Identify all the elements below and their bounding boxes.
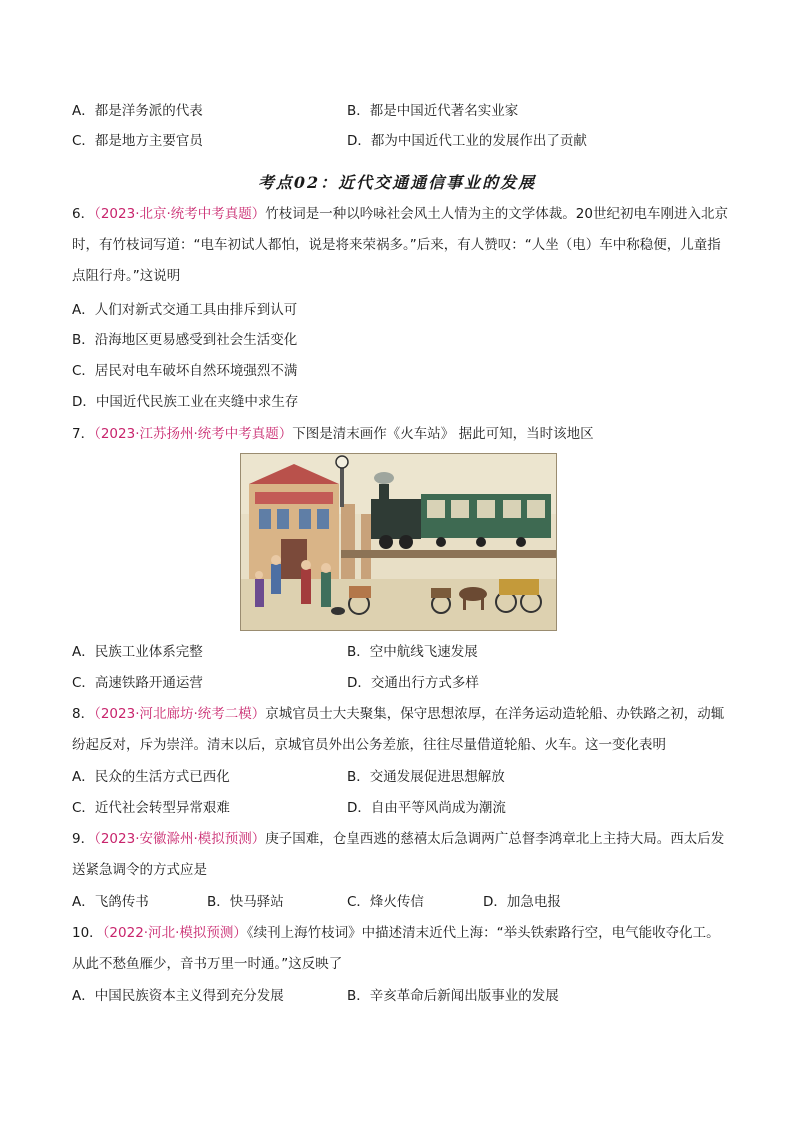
train-station-painting — [240, 453, 557, 631]
option-a: A．中国民族资本主义得到充分发展 — [72, 988, 284, 1004]
question-stem: 竹枝词是一种以吟咏社会风土人情为主的文学体裁。20世纪初电车刚进入北京时，有竹枝词写道：“电车初试人都怕，说是将来荣祸多。”后来，有人赞叹：“人坐（电）车中称稳便，儿童指点阻行舟。”这说明 — [72, 206, 728, 284]
question-number: 9． — [72, 831, 95, 847]
question-number: 8． — [72, 706, 95, 722]
question-stem: 《续刊上海竹枝词》中描述清末近代上海：“举头铁索路行空，电气能收夺化工。从此不愁鱼雁少，音书万里一时通。”这反映了 — [72, 925, 720, 972]
question-8 — [72, 699, 732, 761]
option-a: A．飞鸽传书 — [72, 894, 149, 910]
question-10 — [72, 918, 732, 980]
option-d: D．中国近代民族工业在夹缝中求生存 — [72, 394, 299, 410]
question-source: （2023·安徽滁州·模拟预测） — [94, 831, 266, 847]
option-d: D．都为中国近代工业的发展作出了贡献 — [347, 133, 587, 149]
question-stem: 下图是清末画作《火车站》 据此可知，当时该地区 — [292, 426, 594, 442]
question-number: 6． — [72, 206, 95, 222]
option-b: B．沿海地区更易感受到社会生活变化 — [72, 332, 298, 348]
question-7 — [72, 424, 594, 444]
option-d: D．自由平等风尚成为潮流 — [347, 800, 506, 816]
section-heading: 考点02：近代交通通信事业的发展 — [257, 173, 537, 192]
question-number: 10． — [72, 925, 103, 941]
option-b: B．辛亥革命后新闻出版事业的发展 — [347, 988, 559, 1004]
question-source: （2023·北京·统考中考真题） — [94, 206, 266, 222]
question-9 — [72, 824, 732, 886]
question-stem: 庚子国难，仓皇西逃的慈禧太后急调两广总督李鸿章北上主持大局。西太后发送紧急调令的方式应是 — [72, 831, 725, 878]
question-number: 7． — [72, 426, 95, 442]
question-source: （2023·河北廊坊·统考二模） — [94, 706, 266, 722]
option-c: C．居民对电车破坏自然环境强烈不满 — [72, 363, 298, 379]
question-source: （2022·河北·模拟预测） — [102, 925, 247, 941]
option-a: A．都是洋务派的代表 — [72, 103, 203, 119]
option-c: C．高速铁路开通运营 — [72, 675, 203, 691]
train-station-illustration — [241, 454, 556, 630]
option-c: C．都是地方主要官员 — [72, 133, 203, 149]
option-b: B．交通发展促进思想解放 — [347, 769, 505, 785]
option-b: B．都是中国近代著名实业家 — [347, 103, 519, 119]
question-source: （2023·江苏扬州·统考中考真题） — [94, 426, 293, 442]
option-c: C．近代社会转型异常艰难 — [72, 800, 230, 816]
option-a: A．人们对新式交通工具由排斥到认可 — [72, 302, 298, 318]
option-d: D．加急电报 — [483, 894, 561, 910]
question-stem: 京城官员士大夫聚集，保守思想浓厚，在洋务运动造轮船、办铁路之初，动辄纷起反对，斥为崇洋。清末以后，京城官员外出公务差旅，往往尽量借道轮船、火车。这一变化表明 — [72, 706, 725, 753]
option-c: C．烽火传信 — [347, 894, 424, 910]
option-a: A．民族工业体系完整 — [72, 644, 203, 660]
option-d: D．交通出行方式多样 — [347, 675, 479, 691]
option-b: B．快马驿站 — [207, 894, 284, 910]
option-b: B．空中航线飞速发展 — [347, 644, 478, 660]
option-a: A．民众的生活方式已西化 — [72, 769, 230, 785]
question-6 — [72, 199, 732, 292]
